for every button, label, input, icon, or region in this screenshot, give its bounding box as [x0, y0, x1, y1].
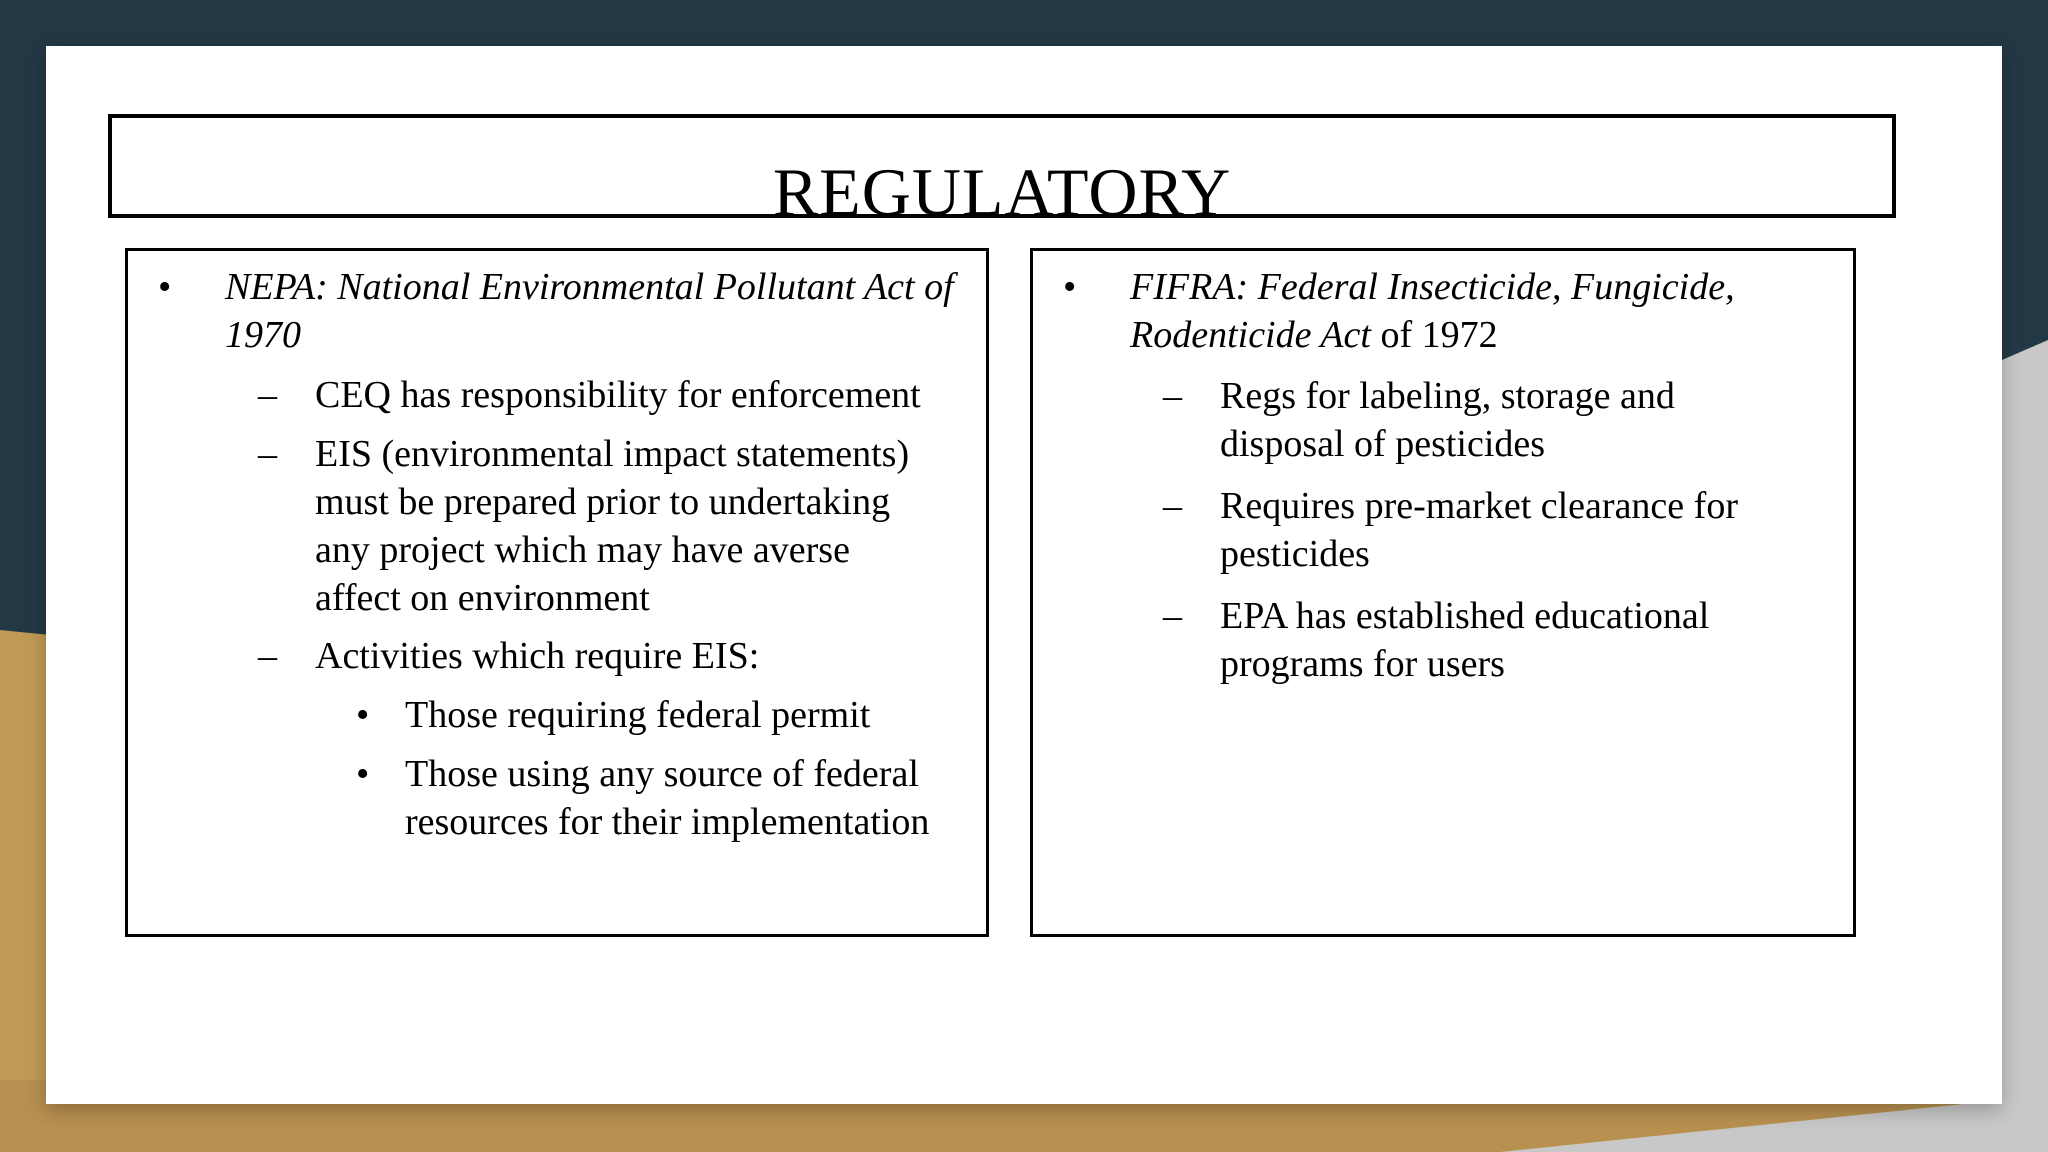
bullet-marker: • [356, 753, 370, 795]
fifra-bullet-year-text: of 1972 [1370, 314, 1498, 356]
right-content-box [1030, 248, 1856, 937]
dash-marker: – [1163, 595, 1182, 637]
activities-sub-item: Activities which require EIS: [315, 635, 760, 677]
dash-marker: – [258, 374, 277, 416]
bullet-marker: • [356, 694, 370, 736]
fifra-bullet-italic-text: FIFRA: Federal Insecticide, Fungicide, Rodenticide Act [1130, 266, 1735, 356]
bullet-marker: • [158, 266, 172, 308]
left-content-box [125, 248, 989, 937]
nepa-bullet-text: NEPA: National Environmental Pollutant Act of 1970 [225, 266, 954, 356]
federal-permit-item: Those requiring federal permit [405, 694, 871, 736]
fifra-bullet [1130, 263, 1830, 359]
federal-resources-item: Those using any source of federal resources for their implementation [405, 753, 930, 843]
dash-marker: – [1163, 375, 1182, 417]
labeling-sub-item: Regs for labeling, storage and disposal of pesticides [1220, 375, 1675, 465]
dash-marker: – [258, 433, 277, 475]
slide [46, 46, 2002, 1104]
clearance-sub-item: Requires pre-market clearance for pesticides [1220, 485, 1738, 575]
dash-marker: – [258, 635, 277, 677]
education-sub-item: EPA has established educational programs for users [1220, 595, 1710, 685]
nepa-bullet [225, 263, 975, 359]
bullet-marker: • [1063, 266, 1077, 308]
eis-sub-item: EIS (environmental impact statements) must be prepared prior to undertaking any project which may have averse affect on environment [315, 433, 910, 619]
ceq-sub-item: CEQ has responsibility for enforcement [315, 374, 921, 416]
slide-title: REGULATORY [772, 154, 1232, 230]
dash-marker: – [1163, 485, 1182, 527]
title-box [108, 114, 1896, 230]
